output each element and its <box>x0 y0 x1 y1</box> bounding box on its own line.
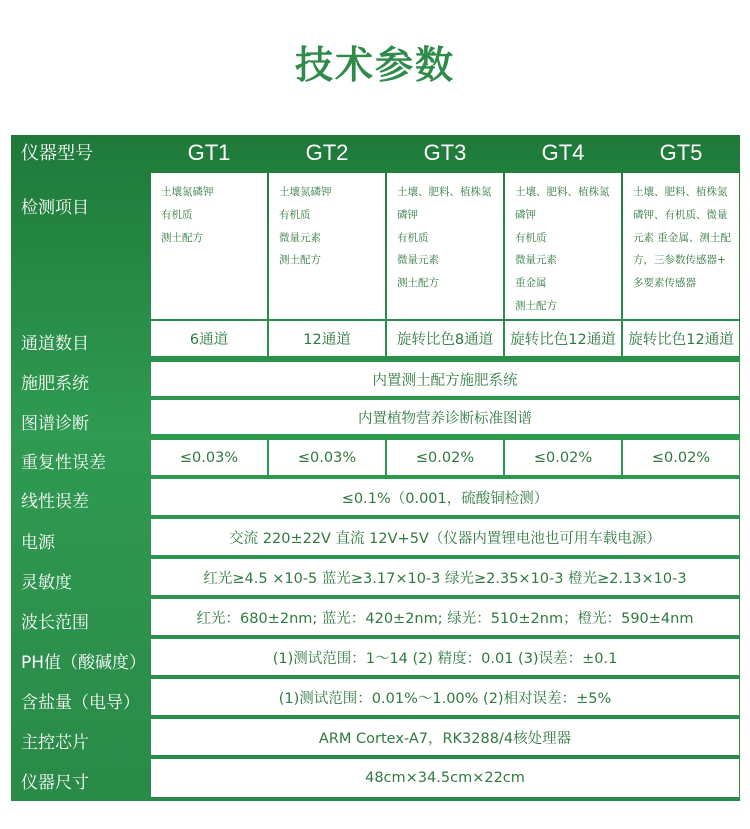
spec-table <box>11 135 740 801</box>
ph-value: (1)测试范围：1～14 (2) 精度：0.01 (3)误差：±0.1 <box>151 639 739 675</box>
detect-item: 磷钾 <box>397 208 418 221</box>
power-value: 交流 220±22V 直流 12V+5V（仪器内置锂电池也可用车载电源） <box>151 519 739 555</box>
detect-item: 微量元素 <box>279 231 321 244</box>
detect-item: 土壤氮磷钾 <box>161 186 214 198</box>
row-label-channels: 通道数目 <box>21 334 89 354</box>
repeat-gt3: ≤0.02% <box>387 440 503 475</box>
size-value: 48cm×34.5cm×22cm <box>151 759 739 797</box>
row-label-detect: 检测项目 <box>21 198 89 218</box>
detect-item: 土壤、肥料、植株氮 <box>633 186 728 198</box>
channels-gt4: 旋转比色12通道 <box>505 321 621 356</box>
detect-item: 土壤、肥料、植株氮 <box>397 186 492 198</box>
detect-item: 测土配方 <box>397 277 439 290</box>
row-label-salt: 含盐量（电导） <box>21 693 140 713</box>
repeat-gt4: ≤0.02% <box>505 440 621 475</box>
model-gt4: GT4 <box>541 140 585 165</box>
channels-gt5: 旋转比色12通道 <box>623 321 739 356</box>
detect-cell-gt4 <box>505 173 621 319</box>
model-gt5: GT5 <box>659 140 703 165</box>
detect-item: 磷钾 <box>515 208 536 221</box>
row-label-size: 仪器尺寸 <box>21 773 89 793</box>
detect-item: 方，三参数传感器+ <box>633 254 726 267</box>
detect-item: 土壤氮磷钾 <box>279 186 332 198</box>
repeat-gt2: ≤0.03% <box>269 440 385 475</box>
detect-item: 有机质 <box>515 231 547 244</box>
detect-item: 测土配方 <box>279 254 321 267</box>
detect-item: 测土配方 <box>161 231 203 244</box>
detect-item: 微量元素 <box>515 254 557 267</box>
detect-item: 有机质 <box>397 231 429 244</box>
page-title: 技术参数 <box>294 43 455 87</box>
row-label-power: 电源 <box>21 533 55 553</box>
detect-item: 元素 重金属、测土配 <box>633 231 731 244</box>
linear-value: ≤0.1%（0.001，硫酸铜检测） <box>151 479 739 515</box>
repeat-gt5: ≤0.02% <box>623 440 739 475</box>
detect-item: 有机质 <box>279 208 311 221</box>
detect-cell-gt5 <box>623 173 739 319</box>
detect-cell-gt3 <box>387 173 503 319</box>
chip-value: ARM Cortex-A7，RK3288/4核处理器 <box>151 719 739 755</box>
row-label-spectrum: 图谱诊断 <box>21 414 89 434</box>
row-label-chip: 主控芯片 <box>21 733 89 753</box>
fert-value: 内置测土配方施肥系统 <box>151 362 739 396</box>
model-gt3: GT3 <box>423 140 467 165</box>
detect-item: 磷钾、有机质、微量 <box>633 208 728 221</box>
row-label-sensitivity: 灵敏度 <box>21 573 72 593</box>
spectrum-value: 内置植物营养诊断标准图谱 <box>151 400 739 434</box>
row-label-linear: 线性误差 <box>21 492 89 512</box>
model-gt2: GT2 <box>305 140 349 165</box>
header-label: 仪器型号 <box>21 143 93 163</box>
channels-gt3: 旋转比色8通道 <box>387 321 503 356</box>
salt-value: (1)测试范围：0.01%～1.00% (2)相对误差：±5% <box>151 679 739 715</box>
channels-gt2: 12通道 <box>269 321 385 356</box>
detect-item: 多要素传感器 <box>633 277 696 290</box>
row-label-repeat: 重复性误差 <box>21 453 106 473</box>
model-gt1: GT1 <box>187 140 231 165</box>
detect-item: 重金属 <box>515 277 547 290</box>
detect-cell-gt1 <box>151 173 267 319</box>
detect-item: 土壤、肥料、植株氮 <box>515 186 610 198</box>
repeat-gt1: ≤0.03% <box>151 440 267 475</box>
detect-cell-gt2 <box>269 173 385 319</box>
row-label-fert: 施肥系统 <box>21 374 89 394</box>
detect-item: 测土配方 <box>515 299 557 312</box>
row-label-ph: PH值（酸碱度） <box>21 653 147 673</box>
channels-gt1: 6通道 <box>151 321 267 356</box>
sensitivity-value: 红光≥4.5 ×10-5 蓝光≥3.17×10-3 绿光≥2.35×10-3 橙光≥2.13×10-3 <box>151 559 739 595</box>
detect-item: 微量元素 <box>397 254 439 267</box>
row-label-wavelength: 波长范围 <box>21 613 89 633</box>
detect-item: 有机质 <box>161 208 193 221</box>
wavelength-value: 红光：680±2nm; 蓝光：420±2nm; 绿光：510±2nm；橙光：590±4nm <box>151 599 739 635</box>
